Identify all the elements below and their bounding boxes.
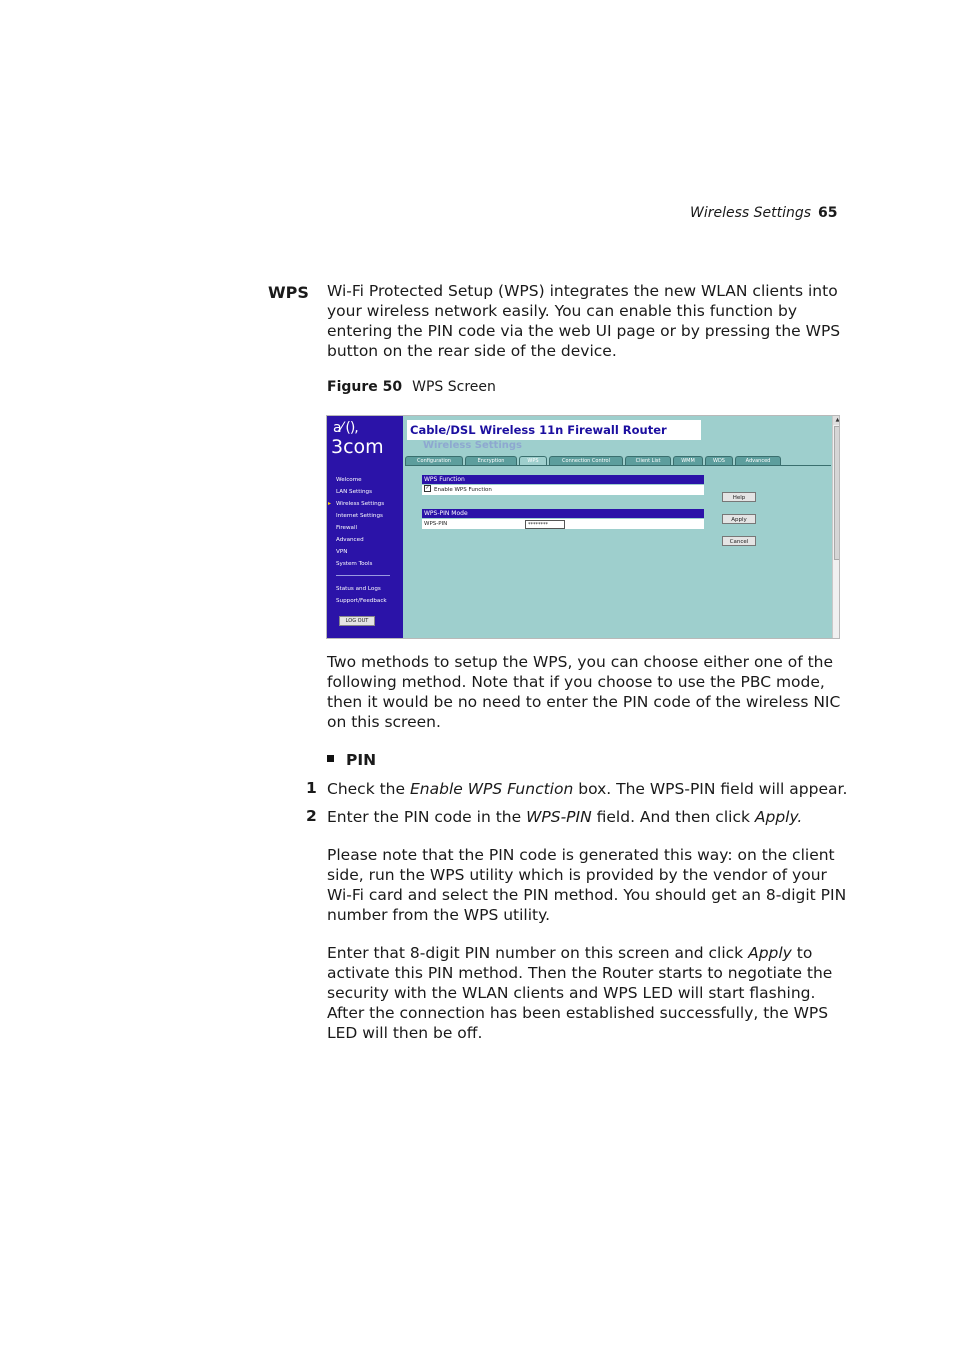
banner-title: Cable/DSL Wireless 11n Firewall Router: [410, 423, 667, 437]
pin-bullet: [327, 751, 376, 769]
vertical-scrollbar[interactable]: [832, 416, 840, 639]
nav-item-advanced[interactable]: Advanced: [336, 537, 364, 543]
settings-tabs: [405, 456, 783, 465]
tab-wmm[interactable]: WMM: [673, 456, 703, 465]
running-header-title: Wireless Settings: [690, 205, 812, 221]
tab-wps[interactable]: WPS: [519, 456, 547, 465]
apply-paragraph: Enter that 8-digit PIN number on this screen and click Apply to activate this PIN method. Then the Router starts to negotiate the security with the WLAN clients and WPS LED will start flashing. After the connection has been established successfully, the WPS LED will then be off.: [327, 944, 833, 1042]
nav-item-status-and-logs[interactable]: Status and Logs: [336, 586, 381, 592]
nav-item-firewall[interactable]: Firewall: [336, 525, 358, 531]
step-1-text: Check the Enable WPS Function box. The WPS-PIN field will appear.: [327, 780, 848, 798]
tab-advanced[interactable]: Advanced: [735, 456, 781, 465]
wps-pin-label: WPS-PIN: [424, 521, 448, 527]
pin-bullet-label: PIN: [346, 751, 377, 769]
step-1-number: 1: [306, 779, 317, 797]
3com-logo-mark: a⁄ (),: [333, 420, 358, 436]
page-number: 65: [818, 205, 838, 221]
step-2-text: Enter the PIN code in the WPS-PIN field. And then click Apply.: [327, 808, 803, 826]
router-nav: [336, 474, 402, 570]
nav-item-system-tools[interactable]: System Tools: [336, 561, 373, 567]
3com-logo: 3com: [331, 436, 384, 458]
nav-item-support-feedback[interactable]: Support/Feedback: [336, 598, 387, 604]
tab-configuration[interactable]: Configuration: [405, 456, 463, 465]
scrollbar-thumb[interactable]: [834, 426, 840, 560]
enable-wps-row: [422, 485, 704, 495]
enable-wps-checkbox[interactable]: ✓: [425, 485, 430, 491]
tab-client-list[interactable]: Client List: [625, 456, 671, 465]
figure-title: WPS Screen: [412, 379, 496, 395]
figure-caption: [327, 379, 496, 395]
bullet-square-icon: [327, 755, 334, 762]
router-nav-secondary: [336, 583, 387, 607]
nav-item-wireless-settings[interactable]: ▸ Wireless Settings: [336, 498, 402, 510]
router-sidebar: [327, 416, 403, 639]
cancel-button[interactable]: Cancel: [722, 536, 756, 546]
wps-pin-mode-header: WPS-PIN Mode: [422, 509, 704, 518]
nav-item-internet-settings[interactable]: Internet Settings: [336, 513, 383, 519]
nav-divider: [336, 575, 390, 576]
nav-item-vpn[interactable]: VPN: [336, 549, 348, 555]
nav-item-welcome[interactable]: Welcome: [336, 477, 362, 483]
wps-pin-input[interactable]: ********: [525, 520, 565, 529]
tab-encryption[interactable]: Encryption: [465, 456, 517, 465]
section-heading: WPS: [268, 283, 309, 302]
nav-item-lan-settings[interactable]: LAN Settings: [336, 489, 372, 495]
methods-paragraph: Two methods to setup the WPS, you can choose either one of the following method. Note that if you choose to use the PBC mode, then it would be no need to enter the PIN code of the wireless NIC on this screen.: [327, 653, 841, 731]
router-banner: [407, 420, 701, 440]
tab-underline: [405, 465, 831, 466]
figure-label: Figure 50: [327, 379, 403, 395]
intro-paragraph: Wi-Fi Protected Setup (WPS) integrates the new WLAN clients into your wireless network easily. You can enable this function by entering the PIN code via the web UI page or by pressing the WPS button on the rear side of the device.: [327, 282, 841, 360]
help-button[interactable]: Help: [722, 492, 756, 502]
wps-function-header: WPS Function: [422, 475, 704, 484]
enable-wps-label: Enable WPS Function: [434, 487, 492, 493]
scroll-up-arrow-icon[interactable]: ▲: [833, 416, 840, 425]
banner-subtitle: Wireless Settings: [423, 440, 522, 451]
logout-button[interactable]: LOG OUT: [339, 616, 375, 626]
apply-button[interactable]: Apply: [722, 514, 756, 524]
tab-connection-control[interactable]: Connection Control: [549, 456, 623, 465]
tab-wds[interactable]: WDS: [705, 456, 733, 465]
wps-screenshot: [326, 415, 840, 639]
step-2-number: 2: [306, 807, 317, 825]
pin-note-paragraph: Please note that the PIN code is generated this way: on the client side, run the WPS utility which is provided by the vendor of your Wi-Fi card and select the PIN method. You should get an 8-digit PIN number from the WPS utility.: [327, 846, 847, 924]
